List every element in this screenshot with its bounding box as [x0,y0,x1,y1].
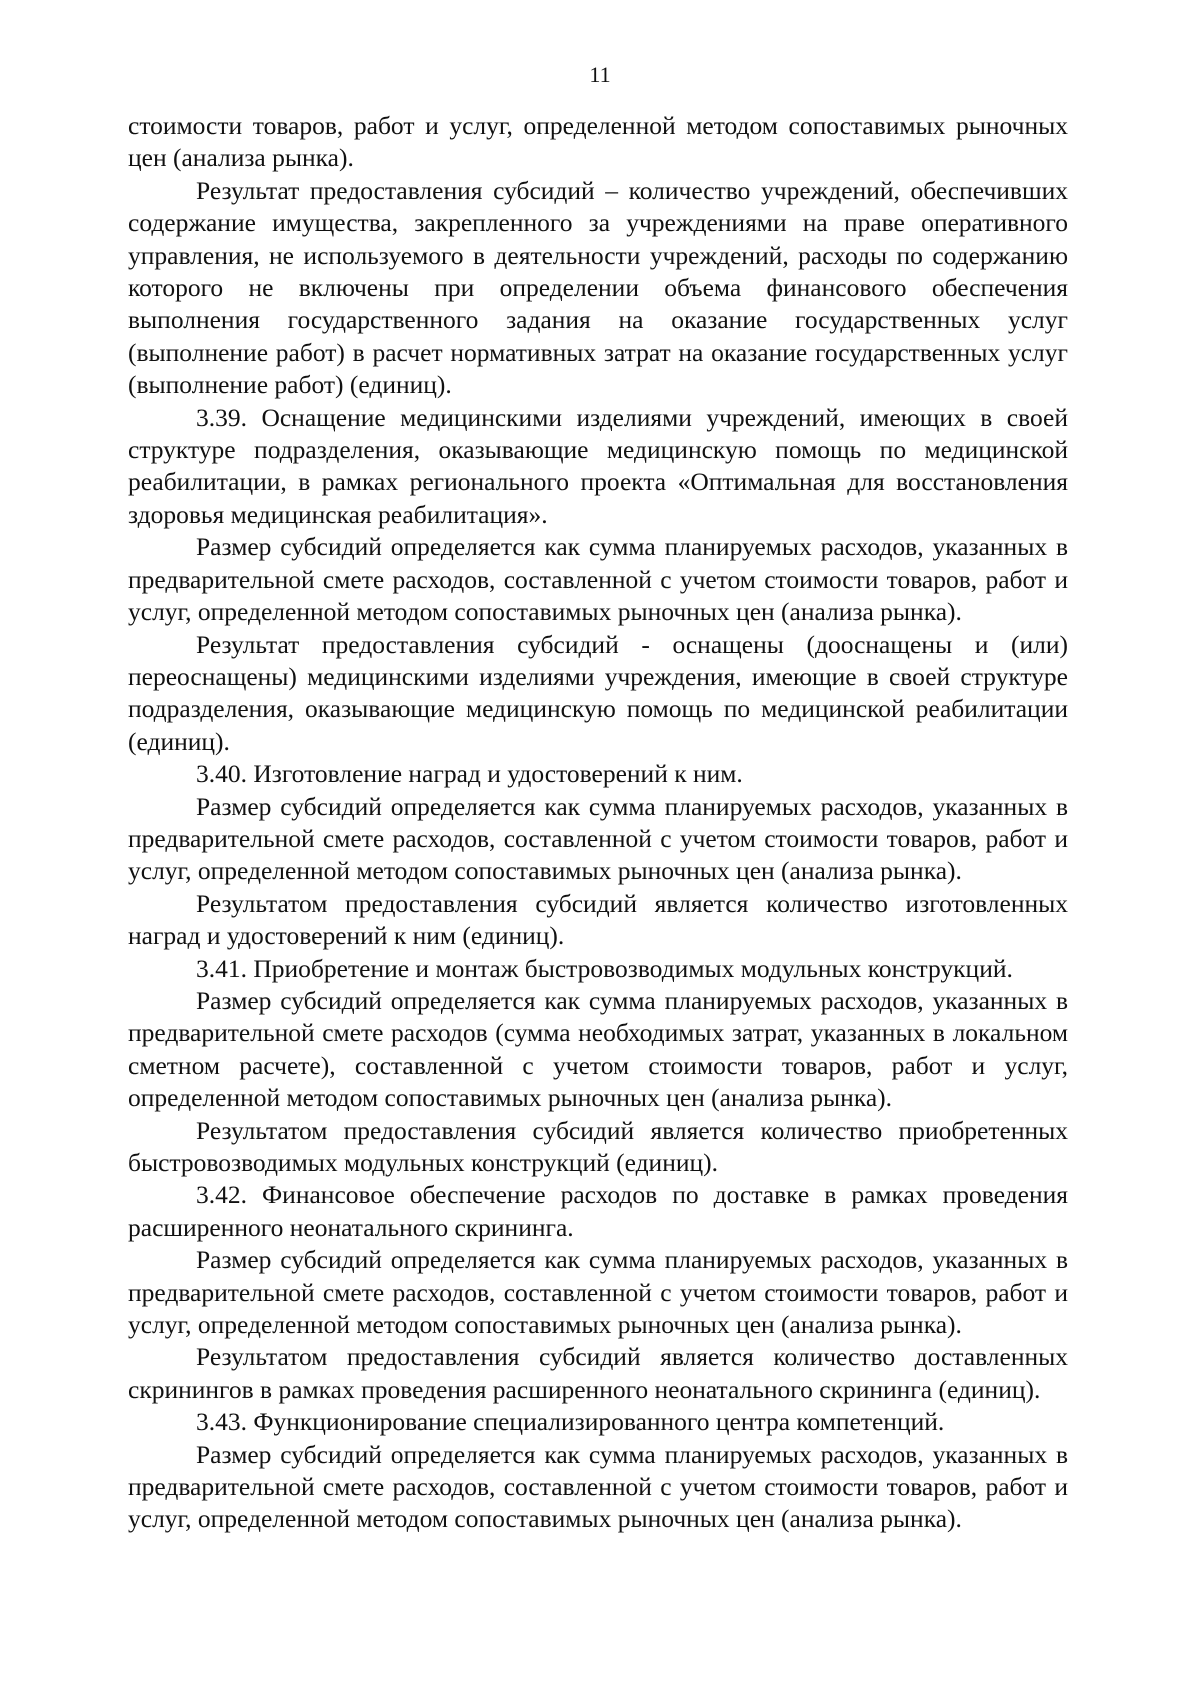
paragraph-result-3-39: Результат предоставления субсидий - оснащены (дооснащены и (или) переоснащены) медицинскими изделиями учреждения, имеющие в своей структуре подразделения, оказывающие медицинскую помощь по медицинской реабилитации (единиц). [128,629,1068,756]
page-number: 11 [589,62,611,87]
paragraph-subsidy-size-3-42: Размер субсидий определяется как сумма планируемых расходов, указанных в предварительной смете расходов, составленной с учетом стоимости товаров, работ и услуг, определенной методом сопоставимых рыночных цен (анализа рынка). [128,1245,1068,1340]
paragraph-item-3-40: 3.40. Изготовление наград и удостоверений к ним. [196,759,743,789]
paragraph-subsidy-size-3-43: Размер субсидий определяется как сумма планируемых расходов, указанных в предварительной смете расходов, составленной с учетом стоимости товаров, работ и услуг, определенной методом сопоставимых рыночных цен (анализа рынка). [128,1439,1068,1534]
paragraph-continuation: стоимости товаров, работ и услуг, определенной методом сопоставимых рыночных цен (анализа рынка). [128,111,1068,173]
paragraph-item-3-43: 3.43. Функционирование специализированного центра компетенций. [196,1407,945,1437]
paragraph-subsidy-size-3-39: Размер субсидий определяется как сумма планируемых расходов, указанных в предварительной смете расходов, составленной с учетом стоимости товаров, работ и услуг, определенной методом сопоставимых рыночных цен (анализа рынка). [128,532,1068,627]
paragraph-item-3-41: 3.41. Приобретение и монтаж быстровозводимых модульных конструкций. [196,953,1013,983]
paragraph-result-3-40: Результатом предоставления субсидий является количество изготовленных наград и удостоверений к ним (единиц). [128,888,1068,951]
paragraph-item-3-42: 3.42. Финансовое обеспечение расходов по доставке в рамках проведения расширенного неонатального скрининга. [128,1180,1068,1242]
paragraph-item-3-39: 3.39. Оснащение медицинскими изделиями учреждений, имеющих в своей структуре подразделения, оказывающие медицинскую помощь по медицинской реабилитации, в рамках регионального проекта «Оптимальная для восстановления здоровья медицинская реабилитация». [128,402,1068,529]
paragraph-subsidy-size-3-41: Размер субсидий определяется как сумма планируемых расходов, указанных в предварительной смете расходов (сумма необходимых затрат, указанных в локальном сметном расчете), составленной с учетом стоимости товаров, работ и услуг, определенной методом сопоставимых рыночных цен (анализа рынка). [128,985,1068,1113]
paragraph-result-3-41: Результатом предоставления субсидий является количество приобретенных быстровозводимых модульных конструкций (единиц). [128,1115,1068,1177]
document-body [128,110,1068,1536]
paragraph-result-3-42: Результатом предоставления субсидий является количество доставленных скринингов в рамках проведения расширенного неонатального скрининга (единиц). [128,1342,1068,1404]
paragraph-result-property-maintenance: Результат предоставления субсидий – количество учреждений, обеспечивших содержание имущества, закрепленного за учреждениями на праве оперативного управления, не используемого в деятельности учреждений, расходы по содержанию которого не включены при определении объема финансового обеспечения выполнения государственного задания на оказание государственных услуг (выполнение работ) в расчет нормативных затрат на оказание государственных услуг (выполнение работ) (единиц). [128,175,1068,400]
paragraph-subsidy-size-3-40: Размер субсидий определяется как сумма планируемых расходов, указанных в предварительной смете расходов, составленной с учетом стоимости товаров, работ и услуг, определенной методом сопоставимых рыночных цен (анализа рынка). [128,791,1068,886]
